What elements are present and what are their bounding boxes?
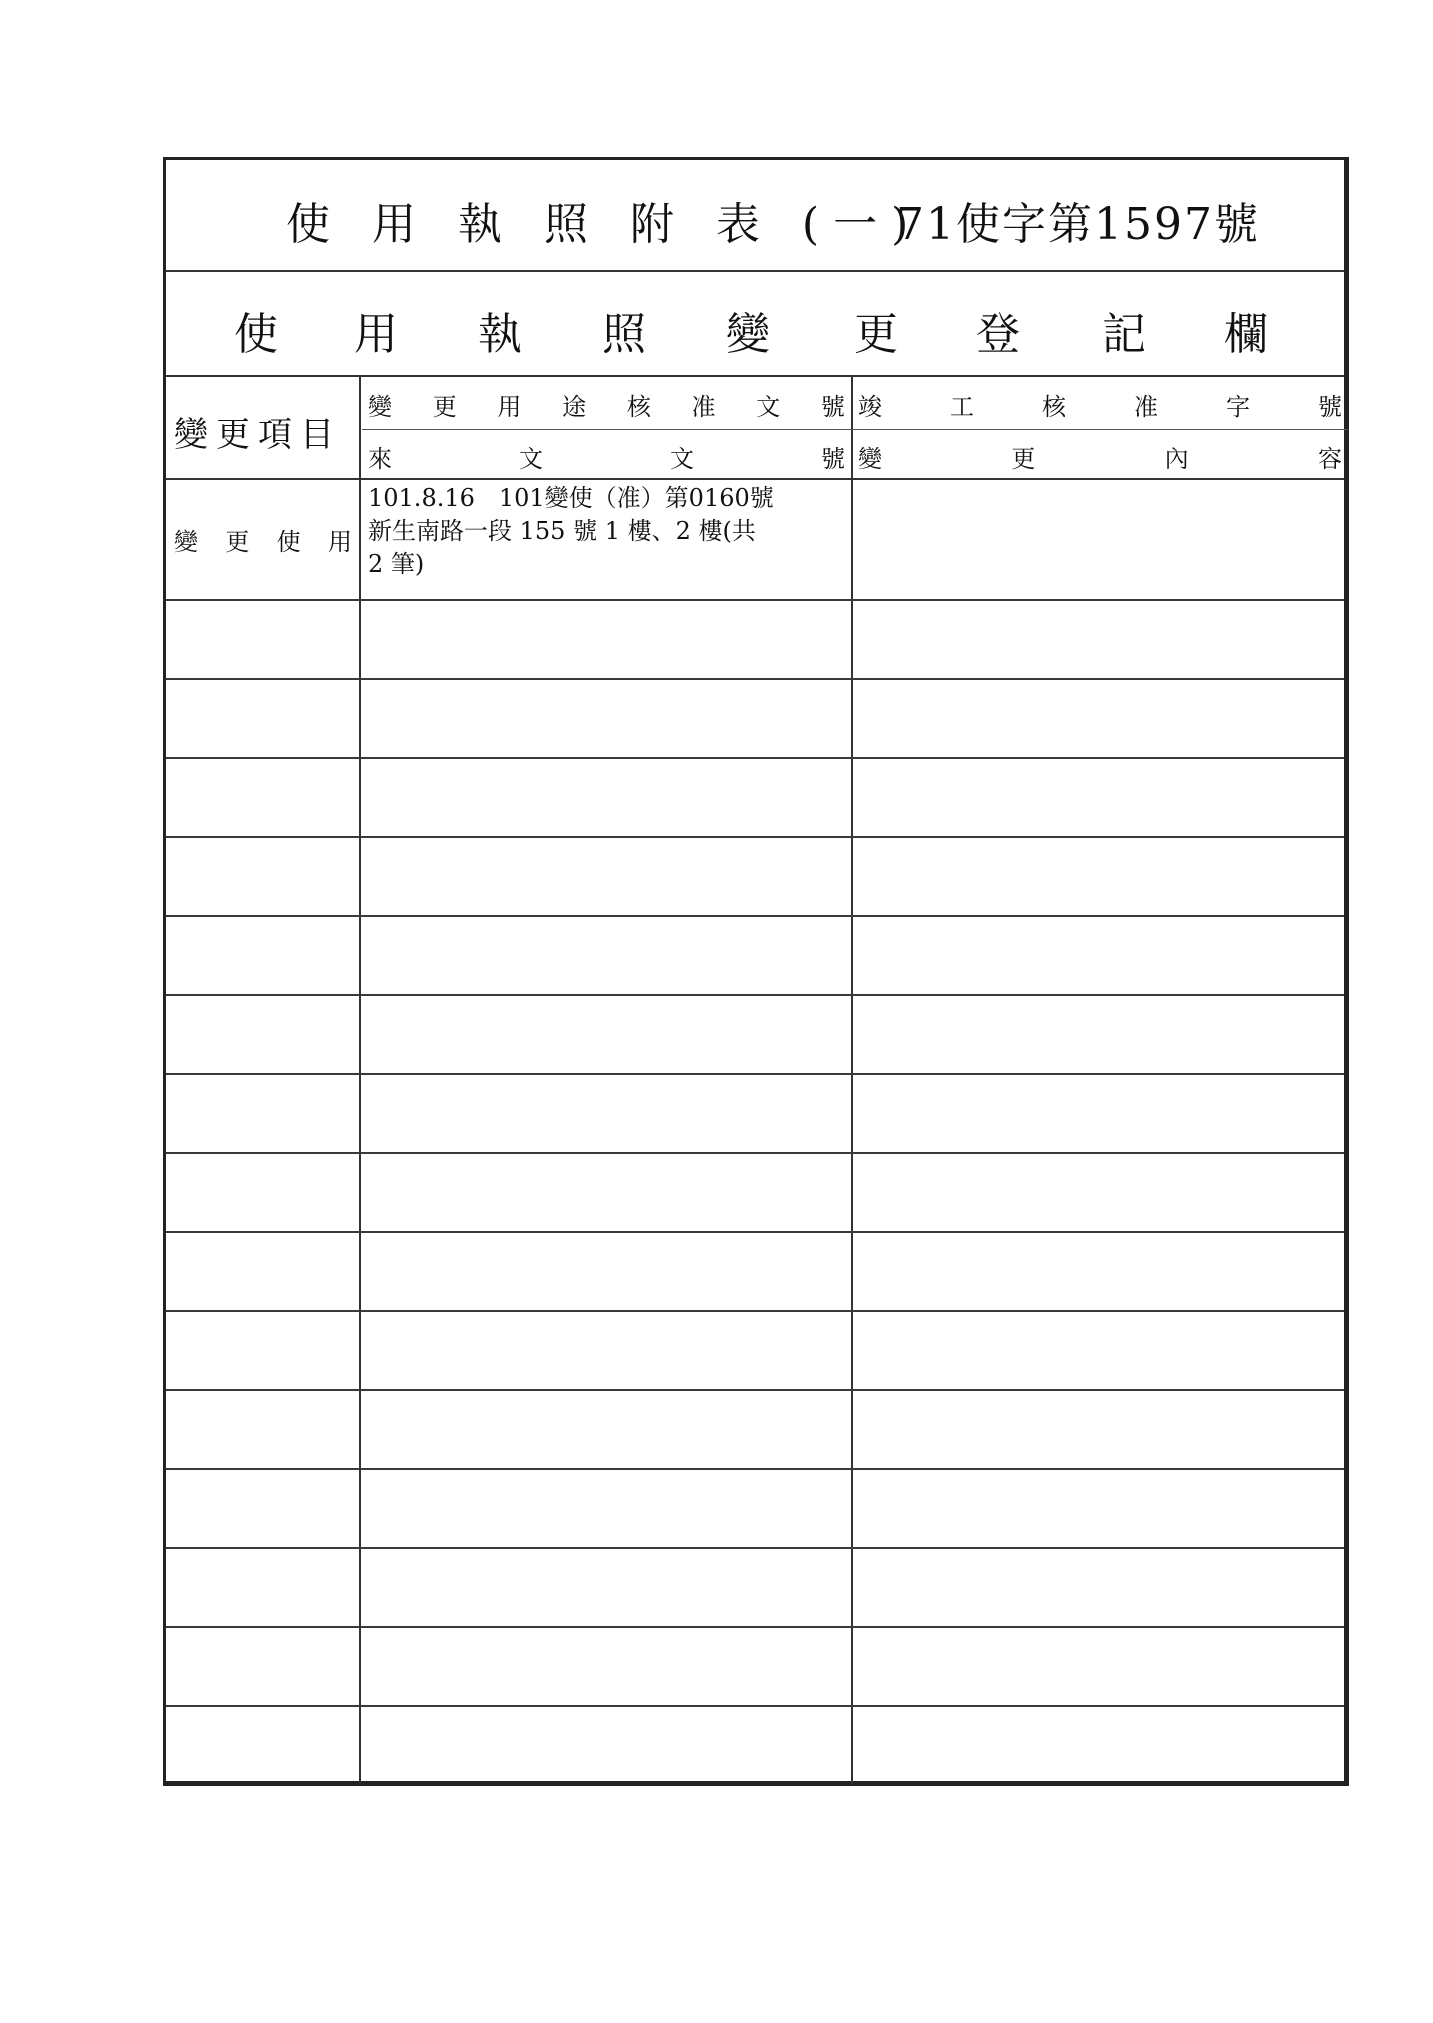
section-title-row <box>166 272 1344 377</box>
section-title-char: 變 <box>726 309 770 360</box>
section-title-char: 登 <box>976 309 1020 360</box>
completion-approval-header: 竣 工 核 准 字 號 <box>858 393 1342 421</box>
address-text-line: 新生南路一段 155 號 1 樓、2 樓(共 <box>368 517 756 545</box>
column-header-row <box>166 377 1344 480</box>
license-number: 71使字第1597號 <box>896 199 1260 250</box>
approval-number-header: 變 更 用 途 核 准 文 號 <box>368 393 845 421</box>
registration-table <box>166 480 1344 1784</box>
count-text-line: 2 筆) <box>368 550 425 578</box>
change-item-header: 變更項目 <box>174 415 342 455</box>
document-number-cell <box>368 482 774 581</box>
form-title-row <box>166 160 1344 272</box>
section-title-char: 用 <box>354 309 398 360</box>
change-content-header: 變 更 內 容 <box>858 445 1342 473</box>
change-item-cell: 變 更 使 用 <box>174 528 352 556</box>
section-title-char: 使 <box>234 309 278 360</box>
section-title-char: 更 <box>854 309 898 360</box>
registration-form <box>163 157 1349 1786</box>
incoming-doc-number-header: 來 文 文 號 <box>368 445 845 473</box>
approval-text-line: 101.8.16 101變使（准）第0160號 <box>368 484 774 512</box>
form-title: 使 用 執 照 附 表 (一) <box>286 199 923 250</box>
section-title-char: 欄 <box>1224 309 1268 360</box>
section-title-char: 照 <box>602 309 646 360</box>
section-title-char: 執 <box>478 309 522 360</box>
section-title-char: 記 <box>1102 309 1146 360</box>
